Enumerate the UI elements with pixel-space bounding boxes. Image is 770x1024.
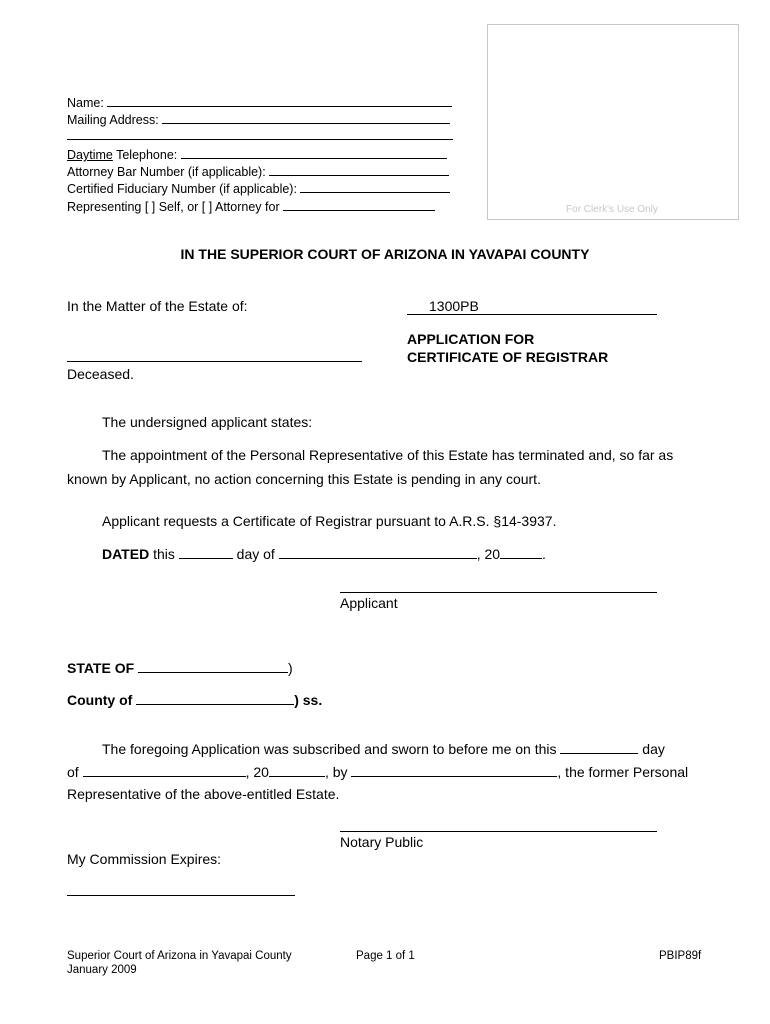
commission-expires-line[interactable] <box>67 895 295 896</box>
dated-row <box>102 544 546 564</box>
court-title: IN THE SUPERIOR COURT OF ARIZONA IN YAVAPAI COUNTY <box>180 246 590 262</box>
name-label: Name: <box>67 96 104 110</box>
mailing-address-label: Mailing Address: <box>67 113 159 127</box>
dated-label: DATED <box>102 546 150 562</box>
state-of-label: STATE OF <box>67 660 135 676</box>
jurat-month-line[interactable] <box>83 763 246 777</box>
dated-month-line[interactable] <box>279 545 477 559</box>
county-of-row <box>67 690 322 710</box>
attorney-for-line[interactable] <box>283 197 435 211</box>
dated-year-line[interactable] <box>500 545 542 559</box>
jurat-line-2 <box>67 762 688 782</box>
state-of-line[interactable] <box>138 659 288 673</box>
footer-date: January 2009 <box>67 964 137 976</box>
representing-label: Representing [ ] Self, or [ ] Attorney for <box>67 200 280 214</box>
paragraph-1-line-2: known by Applicant, no action concerning this Estate is pending in any court. <box>67 471 541 487</box>
commission-expires-label: My Commission Expires: <box>67 851 222 867</box>
state-of-close: ) <box>288 660 293 676</box>
footer-form-code: PBIP89f <box>659 950 702 962</box>
fiduciary-line[interactable] <box>300 179 450 193</box>
telephone-line[interactable] <box>181 145 447 159</box>
mailing-address-line-2[interactable] <box>67 139 453 140</box>
dated-year-prefix: , 20 <box>476 546 501 562</box>
attorney-bar-label: Attorney Bar Number (if applicable): <box>67 165 266 179</box>
jurat-line-3: Representative of the above-entitled Estate. <box>67 786 340 802</box>
case-number-line[interactable] <box>407 297 657 315</box>
jurat-year-prefix: , 20 <box>245 764 269 780</box>
dated-end: . <box>542 546 546 562</box>
jurat-line-2-end: , the former Personal <box>557 764 689 780</box>
jurat-by-label: , by <box>324 764 348 780</box>
representing-row <box>67 197 435 216</box>
mailing-address-line[interactable] <box>162 110 450 124</box>
daytime-label: Daytime <box>67 148 113 162</box>
case-number: 1300PB <box>429 298 479 314</box>
notary-public-label: Notary Public <box>340 834 424 850</box>
fiduciary-row <box>67 179 450 198</box>
fiduciary-label: Certified Fiduciary Number (if applicable): <box>67 182 297 196</box>
telephone-label: Telephone: <box>116 148 178 162</box>
dated-day-line[interactable] <box>179 545 233 559</box>
paragraph-2: Applicant requests a Certificate of Registrar pursuant to A.R.S. §14-3937. <box>102 513 557 529</box>
dated-this: this <box>153 546 175 562</box>
matter-label: In the Matter of the Estate of: <box>67 298 248 314</box>
doc-title-line2: CERTIFICATE OF REGISTRAR <box>407 349 609 365</box>
doc-title-line1: APPLICATION FOR <box>407 331 535 347</box>
jurat-line-1-text: The foregoing Application was subscribed and sworn to before me on this <box>102 741 557 757</box>
decedent-name-line[interactable] <box>67 361 362 362</box>
jurat-of-label: of <box>67 764 79 780</box>
jurat-line-1 <box>102 739 665 759</box>
mailing-address-row <box>67 110 450 129</box>
deceased-label: Deceased. <box>67 366 134 382</box>
jurat-day-label: day <box>642 741 665 757</box>
footer-page-number: Page 1 of 1 <box>356 950 415 962</box>
clerk-use-box <box>487 24 739 220</box>
applicant-states: The undersigned applicant states: <box>102 414 313 430</box>
county-of-close: ) ss. <box>294 692 323 708</box>
footer-court-name: Superior Court of Arizona in Yavapai County <box>67 950 292 962</box>
jurat-day-line[interactable] <box>560 740 638 754</box>
jurat-year-line[interactable] <box>269 763 325 777</box>
dated-day-of: day of <box>236 546 275 562</box>
jurat-name-line[interactable] <box>351 763 557 777</box>
county-of-label: County of <box>67 692 133 708</box>
name-line[interactable] <box>107 93 452 107</box>
clerk-use-label: For Clerk's Use Only <box>566 204 658 215</box>
paragraph-1-line-1: The appointment of the Personal Representative of this Estate has terminated and, so far as <box>102 447 674 463</box>
applicant-label: Applicant <box>340 595 398 611</box>
attorney-bar-line[interactable] <box>269 162 449 176</box>
state-of-row <box>67 658 293 678</box>
county-of-line[interactable] <box>136 691 294 705</box>
